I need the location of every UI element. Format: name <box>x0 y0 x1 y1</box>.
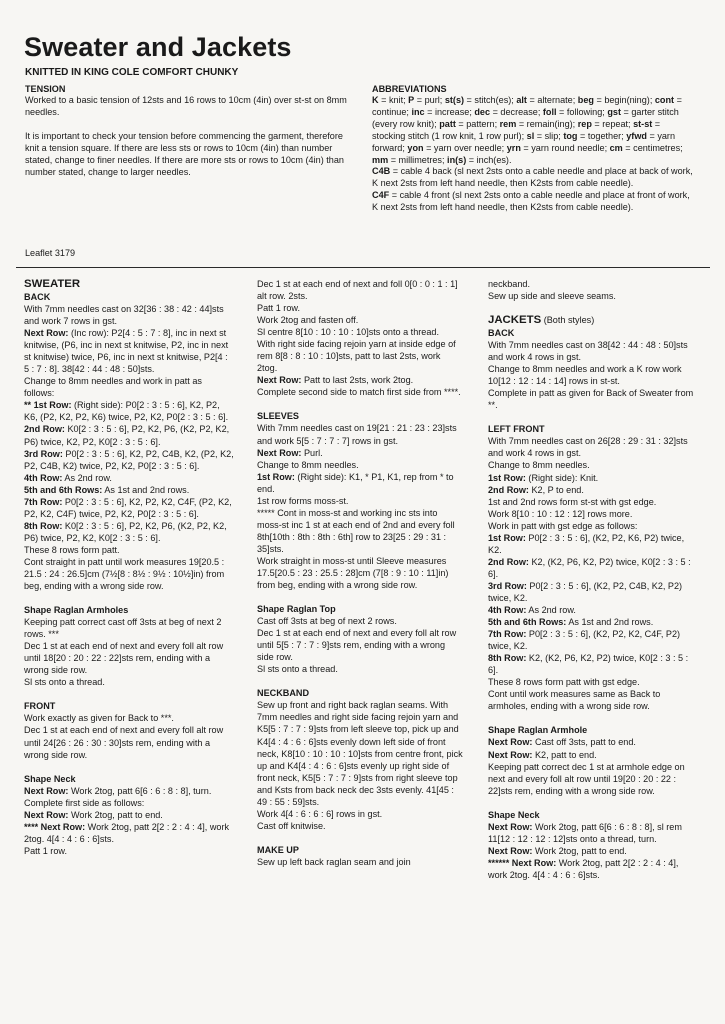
abbreviation-item: cm = centimetres; <box>609 142 683 153</box>
abbreviation-c4f: C4F = cable 4 front (sl next 2sts onto a cable needle and place at front of work, K next 2sts from left hand needle, then K2sts from cable needle). <box>372 190 690 213</box>
instruction-text: These 8 rows form patt with gst edge. <box>488 677 640 688</box>
pattern-row: 7th Row: P0[2 : 3 : 5 : 6], (K2, P2, K2, C4F, P2) twice, K2. <box>488 629 681 652</box>
tension-paragraph: Worked to a basic tension of 12sts and 16 rows to 10cm (4in) over st-st on 8mm needles. <box>25 95 347 117</box>
pattern-row: 7th Row: P0[2 : 3 : 5 : 6], K2, P2, K2, C4F, (P2, K2, P2, K2, C4F) twice, P2, K2, P0[2 : 3 : 5 : 6]. <box>24 496 232 519</box>
abbreviation-item: gst = garter stitch (every row knit); <box>372 106 679 129</box>
instruction-text: Work 8[10 : 10 : 12 : 12] rows more. <box>488 508 633 519</box>
subsection-heading: FRONT <box>24 701 56 712</box>
pattern-row: 3rd Row: P0[2 : 3 : 5 : 6], K2, P2, C4B, K2, (P2, K2, P2, C4B, K2) twice, P2, K2, P0[2 : 3 : 5 : 6]. <box>24 448 234 471</box>
instruction-text: With 7mm needles cast on 26[28 : 29 : 31 : 32]sts and work 4 rows in gst. <box>488 436 688 459</box>
instruction-text: Keeping patt correct cast off 3sts at beg of next 2 rows. *** <box>24 617 222 640</box>
section-heading: SWEATER <box>24 278 81 290</box>
pattern-row: 1st Row: (Right side): Knit. <box>488 472 599 483</box>
pattern-row: Next Row: Patt to last 2sts, work 2tog. <box>257 375 414 386</box>
spacer <box>257 591 463 603</box>
instruction-text: Work 2tog and fasten off. <box>257 315 359 326</box>
instruction-text: ***** Cont in moss-st and working inc sts into moss-st inc 1 st at each end of 2nd and every foll 8th[10th : 8th : 8th : 6th] row to 23[25 : 29 : 31 : 35]sts. <box>257 507 455 554</box>
pattern-row: Next Row: K2, patt to end. <box>488 749 597 760</box>
spacer <box>257 398 463 410</box>
instruction-text: With 7mm needles cast on 19[21 : 21 : 23 : 23]sts and work 5[5 : 7 : 7 : 7] rows in gst. <box>257 423 457 446</box>
spacer <box>488 797 694 809</box>
pattern-row: Next Row: Cast off 3sts, patt to end. <box>488 737 636 748</box>
instruction-text: Patt 1 row. <box>257 303 300 314</box>
pattern-row: Next Row: Work 2tog, patt 6[6 : 6 : 8 : 8], sl rem 11[12 : 12 : 12 : 12]sts onto a thread, turn. <box>488 821 682 844</box>
instruction-text: Sew up front and right back raglan seams. With 7mm needles and right side facing rejoin yarn and K5[5 : 7 : 7 : 9]sts from left sleeve top, pick up and K4[4 : 4 : 6 : 6]sts evenly down left side of front neck, K8[10 : 10 : 10 : 10]sts from centre front, pick up and K4[4 : 4 : 6 : 6]sts evenly up right side of front neck, K5[5 : 7 : 7 : 9]sts from right sleeve top and Ksts from back neck dec 3sts evenly. 41[45 : 49 : 55 : 59]sts. <box>257 700 463 807</box>
pattern-row: **** Next Row: Work 2tog, patt 2[2 : 2 : 4 : 4], work 2tog. 4[4 : 4 : 6 : 6]sts. <box>24 821 230 844</box>
instruction-text: Change to 8mm needles. <box>488 460 590 471</box>
instruction-text: Dec 1 st at each end of next and foll 0[0 : 0 : 1 : 1] alt row. 2sts. <box>257 279 458 302</box>
instruction-text: Change to 8mm needles. <box>257 459 359 470</box>
pattern-row: Next Row: Purl. <box>257 447 323 458</box>
abbreviation-item: sl = slip; <box>526 130 564 141</box>
abbreviations-list <box>372 95 694 166</box>
subsection-heading: SLEEVES <box>257 411 299 422</box>
abbreviation-item: yfwd = yarn forward; <box>372 130 676 153</box>
pattern-row: Next Row: Work 2tog, patt to end. <box>488 845 627 856</box>
instruction-text: Dec 1 st at each end of next and every foll alt row until 24[26 : 26 : 30 : 30]sts rem, ending with a wrong side row. <box>24 725 224 760</box>
abbreviation-item: yrn = yarn round needle; <box>506 142 610 153</box>
spacer <box>24 761 234 773</box>
instruction-text: These 8 rows form patt. <box>24 544 120 555</box>
tension-paragraph: It is important to check your tension before commencing the garment, therefore knit a tension square. If there are less sts or rows to 10cm (4in) than number stated, change to finer needles. If there are more sts or rows to 10cm (4in) than number stated, change to larger needles. <box>25 130 344 177</box>
instruction-text: Change to 8mm needles and work a K row work 10[12 : 12 : 14 : 14] rows in st-st. <box>488 364 682 387</box>
instruction-text: Work 4[4 : 6 : 6 : 6] rows in gst. <box>257 808 383 819</box>
abbreviations-heading: ABBREVIATIONS <box>372 84 447 94</box>
abbreviation-item: st-st = stocking stitch (1 row knit, 1 row purl); <box>372 118 661 141</box>
pattern-row: 2nd Row: K0[2 : 3 : 5 : 6], P2, K2, P6, (K2, P2, K2, P6) twice, K2, P2, K0[2 : 3 : 5 : 6]. <box>24 424 230 447</box>
spacer <box>488 411 694 423</box>
pattern-row: 1st Row: (Right side): K1, * P1, K1, rep from * to end. <box>257 471 454 494</box>
instruction-text: With 7mm needles cast on 38[42 : 44 : 48 : 50]sts and work 4 rows in gst. <box>488 340 688 363</box>
spacer <box>257 832 463 844</box>
pattern-row: Next Row: Work 2tog, patt 6[6 : 6 : 8 : 8], turn. <box>24 785 212 796</box>
subsection-heading: BACK <box>488 328 515 339</box>
instruction-text: Sl centre 8[10 : 10 : 10 : 10]sts onto a thread. <box>257 327 439 338</box>
abbreviation-item: dec = decrease; <box>474 106 543 117</box>
pattern-row: 4th Row: As 2nd row. <box>24 472 112 483</box>
column-3 <box>488 278 694 881</box>
abbreviation-item: in(s) = inch(es). <box>447 154 512 165</box>
abbreviation-item: cont = continue; <box>372 95 682 117</box>
instruction-text: Complete first side as follows: <box>24 797 145 808</box>
instruction-text: Patt 1 row. <box>24 845 67 856</box>
abbreviation-item: P = purl; <box>408 95 445 105</box>
spacer <box>24 592 234 604</box>
instruction-text: With 7mm needles cast on 32[36 : 38 : 42 : 44]sts and work 7 rows in gst. <box>24 304 224 327</box>
instruction-text: Sl sts onto a thread. <box>24 677 105 688</box>
instruction-text: Dec 1 st at each end of next and every foll alt row until 18[20 : 20 : 22 : 22]sts rem, ending with a wrong side row. <box>24 641 224 676</box>
abbreviation-item: rem = remain(ing); <box>499 118 578 129</box>
subsection-heading: Shape Neck <box>24 773 76 784</box>
instruction-text: Cast off knitwise. <box>257 820 326 831</box>
instruction-text: 1st and 2nd rows form st-st with gst edge. <box>488 496 657 507</box>
column-2 <box>257 278 463 868</box>
column-1 <box>24 278 234 857</box>
spacer <box>488 302 694 314</box>
section-heading: JACKETS (Both styles) <box>488 314 595 327</box>
tension-heading: TENSION <box>25 84 66 94</box>
abbreviation-item: beg = begin(ning); <box>577 95 655 105</box>
subsection-heading: Shape Raglan Armhole <box>488 725 588 736</box>
subsection-heading: NECKBAND <box>257 688 310 699</box>
pattern-row: ** 1st Row: (Right side): P0[2 : 3 : 5 : 6], K2, P2, K6, (P2, K2, P2, K6) twice, P2, K2, P0[2 : 3 : 5 : 6]. <box>24 400 229 423</box>
page-title: Sweater and Jackets <box>24 32 292 62</box>
spacer <box>24 688 234 700</box>
pattern-row: 3rd Row: P0[2 : 3 : 5 : 6], (K2, P2, C4B, K2, P2) twice, K2. <box>488 580 683 603</box>
abbreviations-section <box>372 83 694 214</box>
instruction-text: Work exactly as given for Back to ***. <box>24 713 174 724</box>
subsection-heading: Shape Raglan Armholes <box>24 605 129 616</box>
pattern-row: 8th Row: K0[2 : 3 : 5 : 6], P2, K2, P6, (K2, P2, K2, P6) twice, P2, K2, K0[2 : 3 : 5 : 6]. <box>24 520 227 543</box>
spacer <box>488 712 694 724</box>
abbreviation-item: rep = repeat; <box>577 118 634 129</box>
pattern-row: Next Row: Work 2tog, patt to end. <box>24 809 163 820</box>
pattern-row: 1st Row: P0[2 : 3 : 5 : 6], (K2, P2, K6, P2) twice, K2. <box>488 532 685 555</box>
section-divider <box>16 267 710 268</box>
instruction-text: Sl sts onto a thread. <box>257 664 338 675</box>
abbreviation-item: K = knit; <box>372 95 409 105</box>
pattern-row: 5th and 6th Rows: As 1st and 2nd rows. <box>24 484 190 495</box>
instruction-text: neckband. <box>488 279 530 289</box>
abbreviation-item: st(s) = stitch(es); <box>444 95 517 105</box>
instruction-text: With right side facing rejoin yarn at inside edge of rem 8[8 : 8 : 10 : 10]sts, patt to last 2sts, work 2tog. <box>257 339 456 374</box>
subsection-heading: Shape Neck <box>488 809 540 820</box>
pattern-row: Next Row: (Inc row): P2[4 : 5 : 7 : 8], inc in next st knitwise, (P6, inc in next st knitwise, P2, inc in next st knitwise) twice, P6, inc in next st knitwise, P2[4 : 5 : 7 : 8]. 38[42 : 44 : 48 : 50]sts. <box>24 328 229 375</box>
abbreviation-item: mm = millimetres; <box>372 154 448 165</box>
instruction-text: Sew up side and sleeve seams. <box>488 291 616 302</box>
instruction-text: Dec 1 st at each end of next and every foll alt row until 5[5 : 7 : 7 : 9]sts rem, ending with a wrong side row. <box>257 628 457 663</box>
subsection-heading: BACK <box>24 292 51 302</box>
instruction-text: Complete in patt as given for Back of Sweater from **. <box>488 388 694 411</box>
instruction-text: Keeping patt correct dec 1 st at armhole edge on next and every foll alt row until 19[20 : 20 : 22 : 22]sts rem, ending with a wrong side row. <box>488 761 685 796</box>
instruction-text: Change to 8mm needles and work in patt as follows: <box>24 376 202 399</box>
abbreviation-c4b: C4B = cable 4 back (sl next 2sts onto a cable needle and place at back of work, K next 2sts from left hand needle, then K2sts from cable needle). <box>372 166 693 189</box>
leaflet-number: Leaflet 3179 <box>25 248 76 258</box>
spacer <box>257 675 463 687</box>
subsection-heading: MAKE UP <box>257 844 299 855</box>
instruction-text: Complete second side to match first side from ****. <box>257 387 461 398</box>
instruction-text: Cont until work measures same as Back to armholes, ending with a wrong side row. <box>488 689 661 712</box>
pattern-row: 5th and 6th Rows: As 1st and 2nd rows. <box>488 617 654 628</box>
pattern-row: 4th Row: As 2nd row. <box>488 605 576 616</box>
instruction-text: Sew up left back raglan seam and join <box>257 856 411 867</box>
tension-section <box>25 83 347 178</box>
abbreviation-item: patt = pattern; <box>439 118 500 129</box>
yarn-subtitle: KNITTED IN KING COLE COMFORT CHUNKY <box>25 67 239 78</box>
abbreviation-item: inc = increase; <box>411 106 475 117</box>
instruction-text: 1st row forms moss-st. <box>257 495 349 506</box>
pattern-row: 2nd Row: K2, (K2, P6, K2, P2) twice, K0[2 : 3 : 5 : 6]. <box>488 556 691 579</box>
instruction-text: Cont straight in patt until work measures 19[20.5 : 21.5 : 24 : 26.5]cm (7½[8 : 8½ : 9½ : 10½]in) from beg, ending with a wrong side row. <box>24 556 225 592</box>
abbreviation-item: yon = yarn over needle; <box>407 142 507 153</box>
subsection-heading: LEFT FRONT <box>488 424 545 435</box>
subsection-heading: Shape Raglan Top <box>257 604 336 615</box>
instruction-text: Work straight in moss-st until Sleeve measures 17.5[20.5 : 23 : 25.5 : 28]cm (7[8 : 9 : 10 : 11]in) from beg, ending with a wrong side row. <box>257 555 449 591</box>
pattern-row: ****** Next Row: Work 2tog, patt 2[2 : 2 : 4 : 4], work 2tog. 4[4 : 4 : 6 : 6]sts. <box>488 857 679 880</box>
abbreviation-item: tog = together; <box>563 130 627 141</box>
instruction-text: Cast off 3sts at beg of next 2 rows. <box>257 616 397 627</box>
pattern-row: 8th Row: K2, (K2, P6, K2, P2) twice, K0[2 : 3 : 5 : 6]. <box>488 653 689 676</box>
instruction-text: Work in patt with gst edge as follows: <box>488 520 638 531</box>
abbreviation-item: foll = following; <box>542 106 608 117</box>
abbreviation-item: alt = alternate; <box>516 95 578 105</box>
pattern-row: 2nd Row: K2, P to end. <box>488 484 584 495</box>
